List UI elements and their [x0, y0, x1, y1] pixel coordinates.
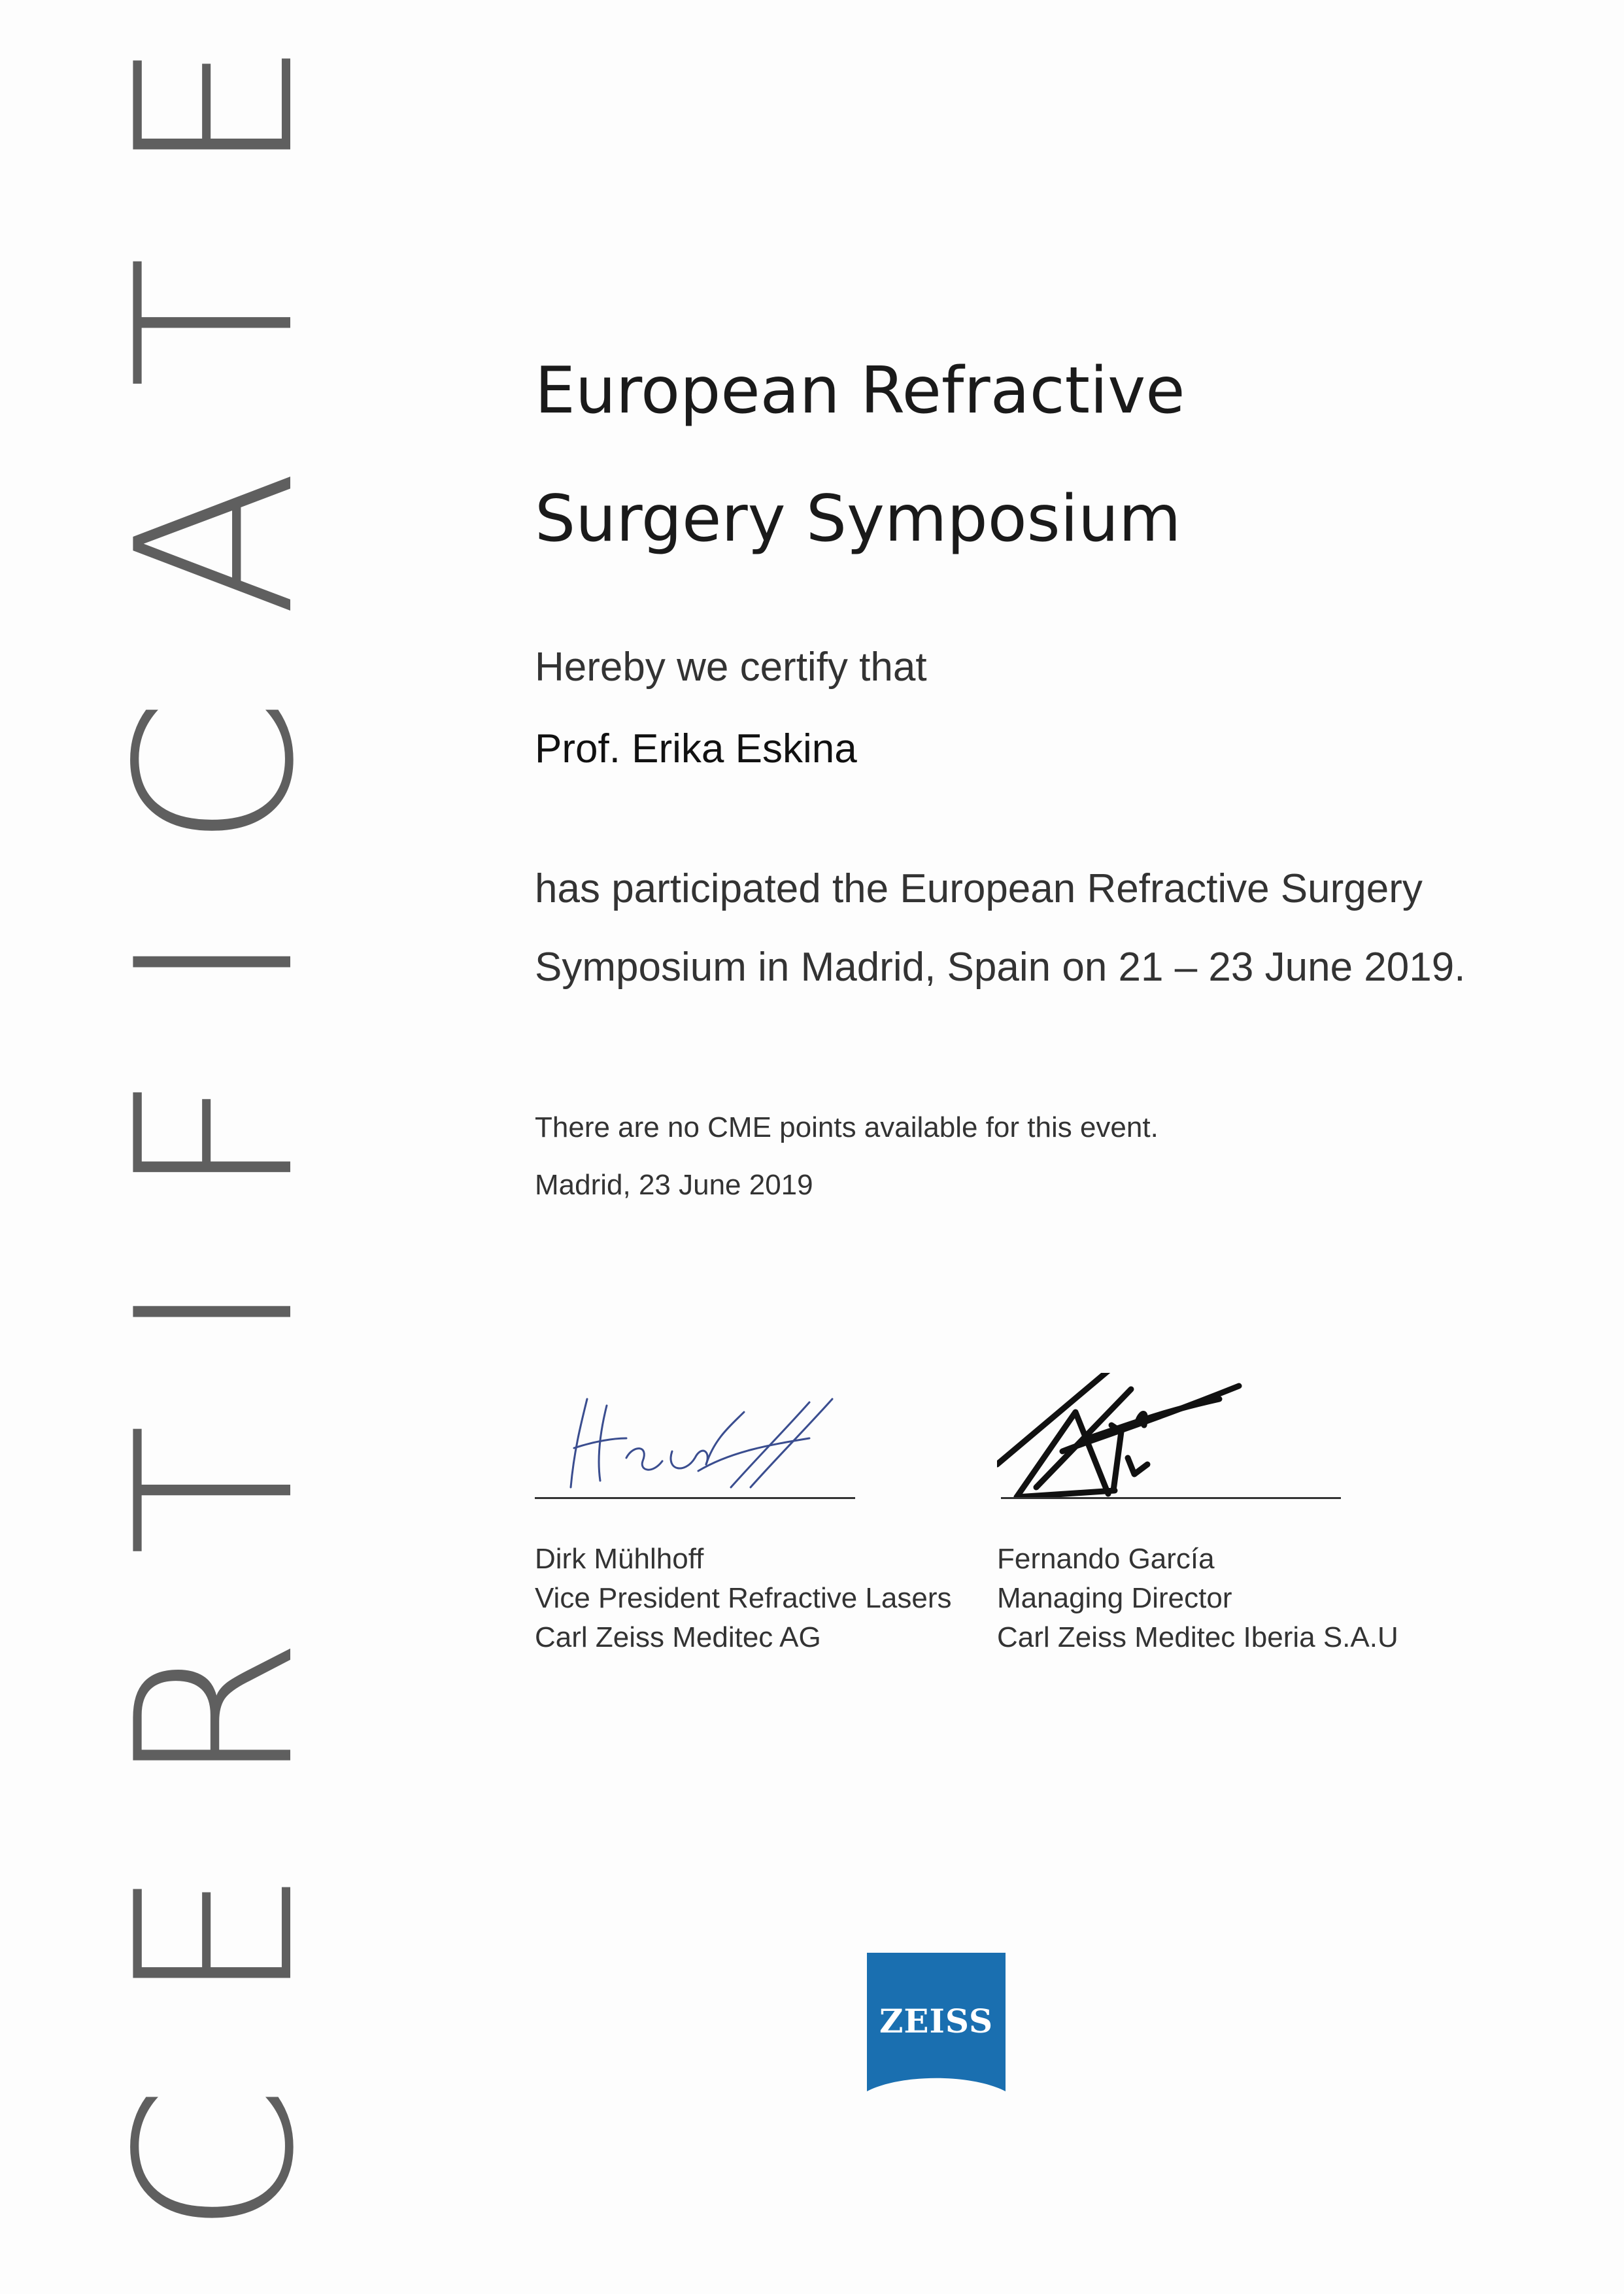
side-letter: T: [90, 256, 341, 389]
signatory-name: Fernando García: [997, 1543, 1215, 1575]
side-letter: F: [90, 1074, 341, 1199]
side-letter: I: [90, 930, 341, 994]
signature-block-muhlhoff: [535, 1373, 952, 1657]
side-letter: R: [90, 1636, 341, 1787]
side-letter: T: [90, 1424, 341, 1556]
participation-line: Symposium in Madrid, Spain on 21 – 23 June 2019.: [535, 945, 1466, 990]
signatory-details: [535, 1540, 952, 1657]
svg-text:ZEISS: ZEISS: [879, 2002, 994, 2040]
zeiss-logo: [867, 1953, 1006, 2091]
signatory-details: [997, 1540, 1398, 1657]
signature-image: [997, 1373, 1363, 1497]
signatory-company: Carl Zeiss Meditec AG: [535, 1621, 821, 1653]
signatory-role: Vice President Refractive Lasers: [535, 1582, 952, 1614]
side-letter: A: [90, 469, 341, 617]
signature-image: [535, 1373, 901, 1497]
event-title-line: European Refractive: [535, 354, 1185, 428]
certificate-side-word: [90, 39, 341, 2236]
participation-statement: [535, 850, 1515, 1007]
signature-line: [1001, 1497, 1341, 1499]
event-title: [535, 327, 1385, 583]
side-letter: C: [90, 698, 341, 849]
signatory-role: Managing Director: [997, 1582, 1232, 1614]
side-letter: E: [90, 39, 341, 176]
side-letter: I: [90, 1279, 341, 1343]
event-title-line: Surgery Symposium: [535, 482, 1181, 556]
participation-line: has participated the European Refractive Surgery: [535, 866, 1423, 911]
side-letter: C: [90, 2085, 341, 2236]
signature-line: [535, 1497, 855, 1499]
signatory-company: Carl Zeiss Meditec Iberia S.A.U: [997, 1621, 1398, 1653]
recipient-name: Prof. Erika Eskina: [535, 726, 857, 771]
cme-note: There are no CME points available for this event.: [535, 1111, 1159, 1143]
signature-block-garcia: [997, 1373, 1398, 1657]
certify-intro: Hereby we certify that: [535, 645, 927, 690]
side-letter: E: [90, 1868, 341, 2004]
place-date: Madrid, 23 June 2019: [535, 1169, 813, 1201]
signatory-name: Dirk Mühlhoff: [535, 1543, 704, 1575]
